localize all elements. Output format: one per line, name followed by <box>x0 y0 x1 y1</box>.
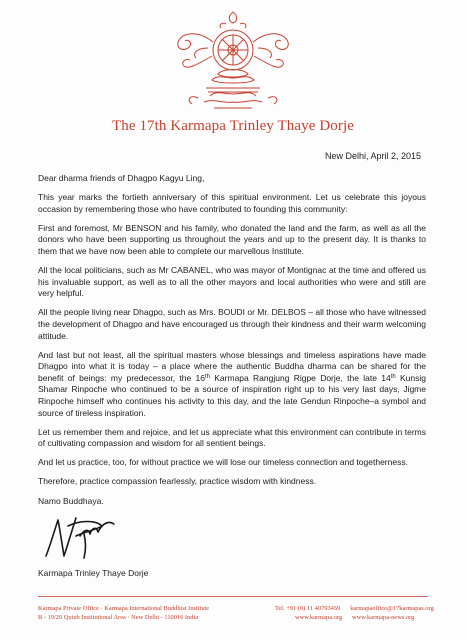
masters-text-b: Karmapa Rangjung Rigpe Dorje, the late 14 <box>209 372 391 383</box>
paragraph-neighbors: All the people living near Dhagpo, such as Mrs. BOUDI or Mr. DELBOS – all those who have witnessed the development of Dhagpo and have encouraged us through their kindness and their warm welcoming attitude. <box>38 307 426 341</box>
letter-body <box>38 173 426 515</box>
footer-office: Karmapa Private Office · Karmapa International Buddhist Institute <box>38 605 210 612</box>
paragraph-politicians: All the local politicians, such as Mr CABANEL, who was mayor of Montignac at the time and offered us his invaluable support, as well as to all the other mayors and local authorities who were and still are very helpful. <box>38 265 426 299</box>
footer-address <box>38 604 209 622</box>
footer-telephone: Tel. +91 (0) 11 40793459 <box>275 605 341 612</box>
paragraph-anniversary: This year marks the fortieth anniversary of this spiritual environment. Let us celebrate this joyous occasion by remembering those who have contributed to founding this community: <box>38 192 426 214</box>
letterhead-title: The 17th Karmapa Trinley Thaye Dorje <box>111 118 355 134</box>
masters-text-c: Kunsig Shamar Rinpoche who continued to be a source of inspiration right up to his very last days, Jigme Rinpoche himself who continues his activity to this day, and the late Gendun Rinpoche–a symbol and source of tireless inspiration. <box>38 372 426 418</box>
paragraph-donors: First and foremost, Mr BENSON and his family, who donated the land and the farm, as well as all the donors who have been supporting us throughout the years and up to the present day. It is thanks to them that we have now been able to complete our marvellous Institute. <box>38 222 426 256</box>
paragraph-compassion: Therefore, practice compassion fearlessly, practice wisdom with kindness. <box>38 476 317 487</box>
handwritten-signature <box>40 506 120 564</box>
ordinal-suffix: th <box>204 373 210 380</box>
paragraph-rejoice: Let us remember them and rejoice, and let us appreciate what this environment can contribute in terms of cultivating compassion and wisdom for all sentient beings. <box>38 426 426 449</box>
masters-text-a: And last but not least, all the spiritual masters whose blessings and timeless aspirations have made Dhagpo into what it is today – a place where the authentic Buddha dharma can be shared for the benefit of beings: my predecessor, the 16 <box>38 349 426 383</box>
closing-namo: Namo Buddhaya. <box>38 495 104 506</box>
footer-street: B - 19/20 Qutub Institutional Area · New Delhi - 110016 India <box>38 614 199 621</box>
footer-website-link[interactable]: www.karmapa.org <box>295 614 343 621</box>
footer-news-link[interactable]: www.karmapa-news.org <box>352 614 415 621</box>
signer-name: Karmapa Trinley Thaye Dorje <box>38 568 149 578</box>
salutation: Dear dharma friends of Dhagpo Kagyu Ling, <box>38 173 205 183</box>
dharma-wheel-emblem-icon <box>168 8 298 116</box>
place-date: New Delhi, April 2, 2015 <box>324 151 421 161</box>
footer-email-link[interactable]: karmapaoffice@17karmapas.org <box>350 605 434 612</box>
paragraph-masters <box>38 350 426 420</box>
paragraph-practice: And let us practice, too, for without practice we will lose our timeless connection and togetherness. <box>38 457 408 468</box>
ordinal-suffix: th <box>390 373 396 380</box>
footer-contact <box>275 604 434 622</box>
footer-divider <box>38 596 428 597</box>
